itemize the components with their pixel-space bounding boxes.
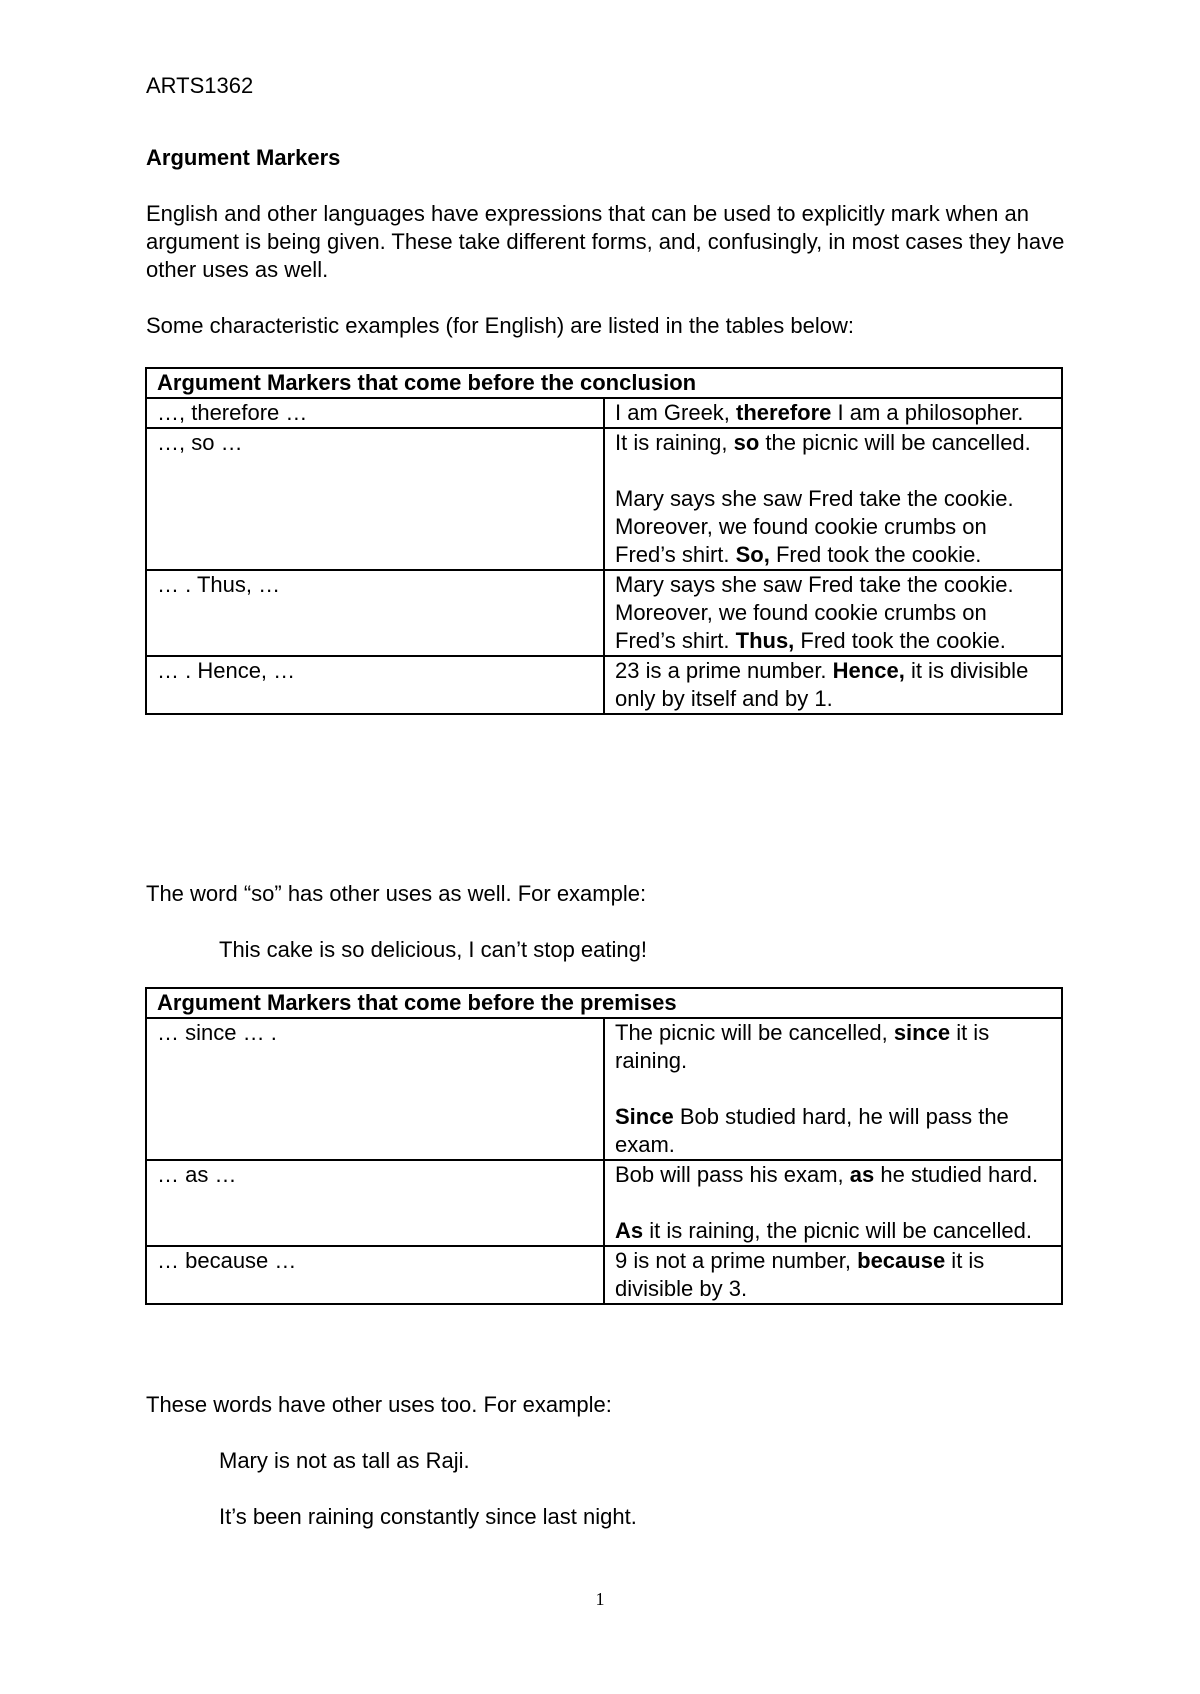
keyword: As [615, 1218, 644, 1243]
page-number: 1 [595, 1589, 605, 1609]
example-sentence: Bob will pass his exam, as he studied hard. [615, 1162, 1039, 1187]
marker-cell: … . Hence, … [146, 656, 604, 714]
marker-cell: … . Thus, … [146, 570, 604, 656]
table-row [146, 398, 1062, 428]
example-sentence: Mary says she saw Fred take the cookie. Moreover, we found cookie crumbs on Fred’s shirt. Thus, Fred took the cookie. [615, 572, 1014, 653]
marker-cell: … since … . [146, 1018, 604, 1160]
keyword: so [733, 430, 760, 455]
keyword: Thus, [735, 628, 795, 653]
premises-markers-table [145, 987, 1063, 1305]
marker-cell: …, so … [146, 428, 604, 570]
example-cell [604, 570, 1062, 656]
example-cell [604, 398, 1062, 428]
example-sentence: As it is raining, the picnic will be cancelled. [615, 1218, 1032, 1243]
conclusion-markers-table [145, 367, 1063, 715]
keyword: Hence, [832, 658, 905, 683]
example-cell [604, 1160, 1062, 1246]
marker-cell: … as … [146, 1160, 604, 1246]
table-row [146, 1160, 1062, 1246]
example-cell [604, 656, 1062, 714]
example-sentence: The picnic will be cancelled, since it is raining. [615, 1020, 990, 1073]
page-title: Argument Markers [146, 145, 341, 170]
example-cell [604, 1246, 1062, 1304]
course-code: ARTS1362 [146, 73, 254, 98]
keyword: therefore [736, 400, 832, 425]
marker-cell: … because … [146, 1246, 604, 1304]
example-cell [604, 428, 1062, 570]
example-sentence: 23 is a prime number. Hence, it is divisible only by itself and by 1. [615, 658, 1029, 711]
example-sentence: I am Greek, therefore I am a philosopher. [615, 400, 1024, 425]
table-row [146, 1246, 1062, 1304]
lead-in-paragraph: Some characteristic examples (for English) are listed in the tables below: [146, 313, 854, 338]
so-example: This cake is so delicious, I can’t stop eating! [219, 937, 647, 962]
intro-paragraph: English and other languages have expressions that can be used to explicitly mark when an argument is being given. These take different forms, and, confusingly, in most cases they have other uses as well. [146, 201, 1065, 282]
example-sentence: Since Bob studied hard, he will pass the exam. [615, 1104, 1009, 1157]
keyword: since [893, 1020, 951, 1045]
keyword: Since [615, 1104, 674, 1129]
example-sentence: 9 is not a prime number, because it is divisible by 3. [615, 1248, 985, 1301]
so-note: The word “so” has other uses as well. For example: [146, 881, 647, 906]
example-sentence: Mary says she saw Fred take the cookie. Moreover, we found cookie crumbs on Fred’s shirt. So, Fred took the cookie. [615, 486, 1014, 567]
other-example-since: It’s been raining constantly since last night. [219, 1504, 637, 1529]
keyword: as [849, 1162, 875, 1187]
table-row [146, 428, 1062, 570]
keyword: So, [735, 542, 770, 567]
other-example-as: Mary is not as tall as Raji. [219, 1448, 470, 1473]
example-sentence: It is raining, so the picnic will be cancelled. [615, 430, 1031, 455]
table-heading: Argument Markers that come before the conclusion [146, 368, 1062, 398]
example-cell [604, 1018, 1062, 1160]
marker-cell: …, therefore … [146, 398, 604, 428]
table-row [146, 570, 1062, 656]
other-uses-note: These words have other uses too. For example: [146, 1392, 612, 1417]
table-heading: Argument Markers that come before the premises [146, 988, 1062, 1018]
table-row [146, 656, 1062, 714]
table-row [146, 1018, 1062, 1160]
keyword: because [857, 1248, 946, 1273]
